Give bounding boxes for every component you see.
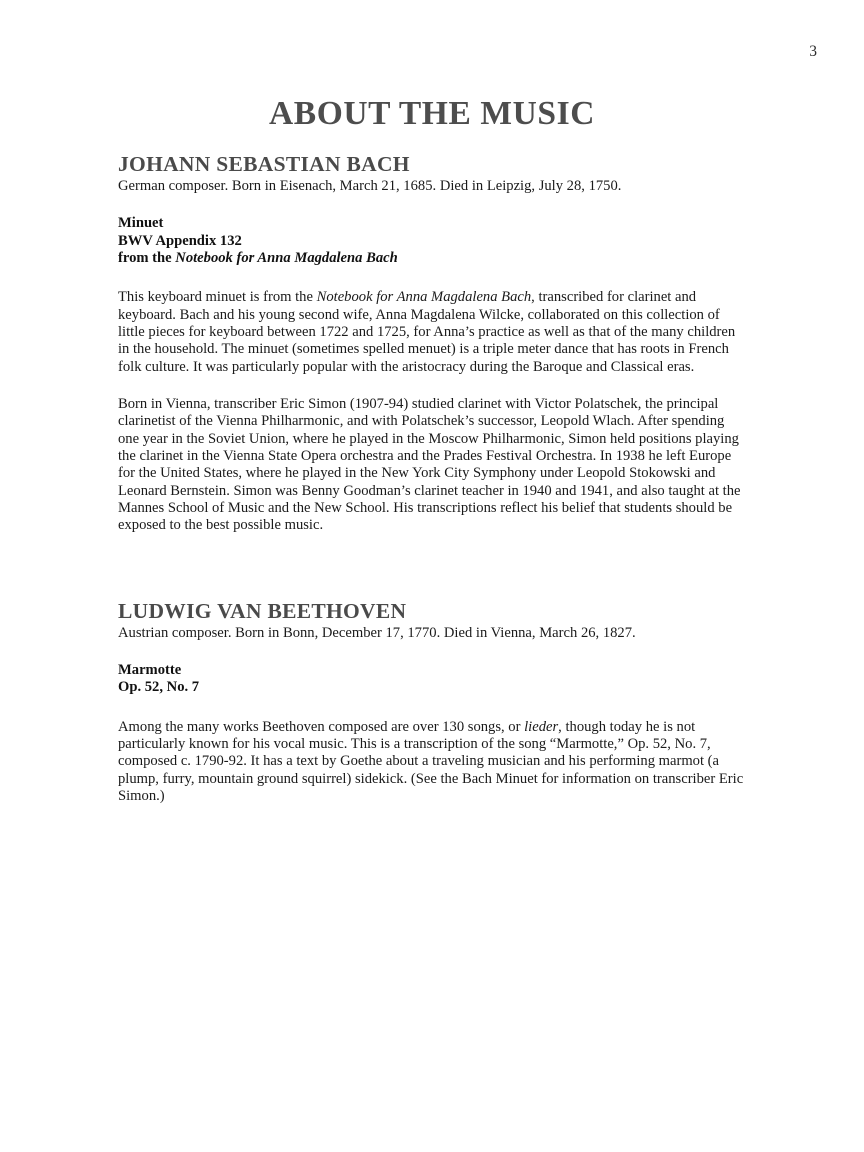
text-run: Among the many works Beethoven composed are over 130 songs, or bbox=[118, 718, 525, 735]
text-run: Born in Vienna, transcriber Eric Simon (1907-94) studied clarinet with Victor Polatschek, the principal clarinetist of the Vienna Philharmonic, and with Polatschek’s successor, Leopold Wlach. After spending one year in the Soviet Union, where he played in the Moscow Philharmonic, Simon held positions playing the clarinet in the Vienna State Opera orchestra and the Prades Festival Orchestra. In 1938 he left Europe for the United States, where he played in the New York City Symphony under Leopold Stokowski and Leonard Bernstein. Simon was Benny Goodman’s clarinet teacher in 1940 and 1941, and also taught at the Mannes School of Music and the New School. His transcriptions reflect his belief that students should be exposed to the best possible music. bbox=[118, 395, 741, 534]
body-paragraph bbox=[118, 719, 747, 806]
composer-born-line: Austrian composer. Born in Bonn, December 17, 1770. bbox=[118, 624, 441, 641]
body-paragraph bbox=[118, 396, 747, 535]
composer-heading: LUDWIG VAN BEETHOVEN bbox=[118, 598, 407, 623]
composer-died-line: Died in Leipzig, July 28, 1750. bbox=[439, 178, 622, 195]
composer-heading: JOHANN SEBASTIAN BACH bbox=[118, 152, 410, 176]
composer-born-line: German composer. Born in Eisenach, March 21, 1685. bbox=[118, 178, 437, 195]
text-run: , though today he is not particularly known for his vocal music. This is a transcription of the song “Marmotte,” Op. 52, No. 7, composed c. 1790-92. It has a text by Goethe about a traveling musician and his performing marmot (a plump, furry, mountain ground squirrel) sidekick. (See the Bach Minuet for information on transcriber Eric Simon.) bbox=[118, 718, 744, 805]
italic-run: lieder bbox=[524, 718, 559, 735]
text-run: , transcribed for clarinet and keyboard. Bach and his young second wife, Anna Magdalena Wilcke, collaborated on this collection of little pieces for keyboard between 1722 and 1725, for Anna’s practice as well as that of the many children in the household. The minuet (sometimes spelled menuet) is a triple meter dance that has roots in French folk culture. It was particularly popular with the aristocracy during the Baroque and Classical eras. bbox=[118, 289, 736, 375]
composer-section-beethoven bbox=[118, 599, 747, 806]
document-content bbox=[118, 152, 747, 805]
composer-dates bbox=[118, 178, 747, 195]
composer-died-line: Died in Vienna, March 26, 1827. bbox=[443, 624, 636, 641]
page-title: ABOUT THE MUSIC bbox=[268, 95, 596, 133]
work-title-block bbox=[118, 215, 747, 267]
work-catalog: BWV Appendix 132 bbox=[118, 232, 242, 249]
work-title-block bbox=[118, 662, 747, 697]
work-title: Minuet bbox=[118, 215, 164, 232]
work-source-prefix: from the bbox=[118, 249, 176, 266]
work-source-title: Notebook for Anna Magdalena Bach bbox=[175, 249, 398, 266]
composer-section-bach bbox=[118, 152, 747, 535]
page-number: 3 bbox=[809, 43, 817, 60]
work-source bbox=[118, 250, 747, 267]
work-catalog: Op. 52, No. 7 bbox=[118, 679, 200, 696]
italic-run: Notebook for Anna Magdalena Bach bbox=[316, 289, 532, 306]
composer-dates bbox=[118, 625, 747, 642]
body-paragraph bbox=[118, 289, 747, 376]
work-title: Marmotte bbox=[118, 662, 182, 679]
text-run: This keyboard minuet is from the bbox=[118, 289, 317, 306]
